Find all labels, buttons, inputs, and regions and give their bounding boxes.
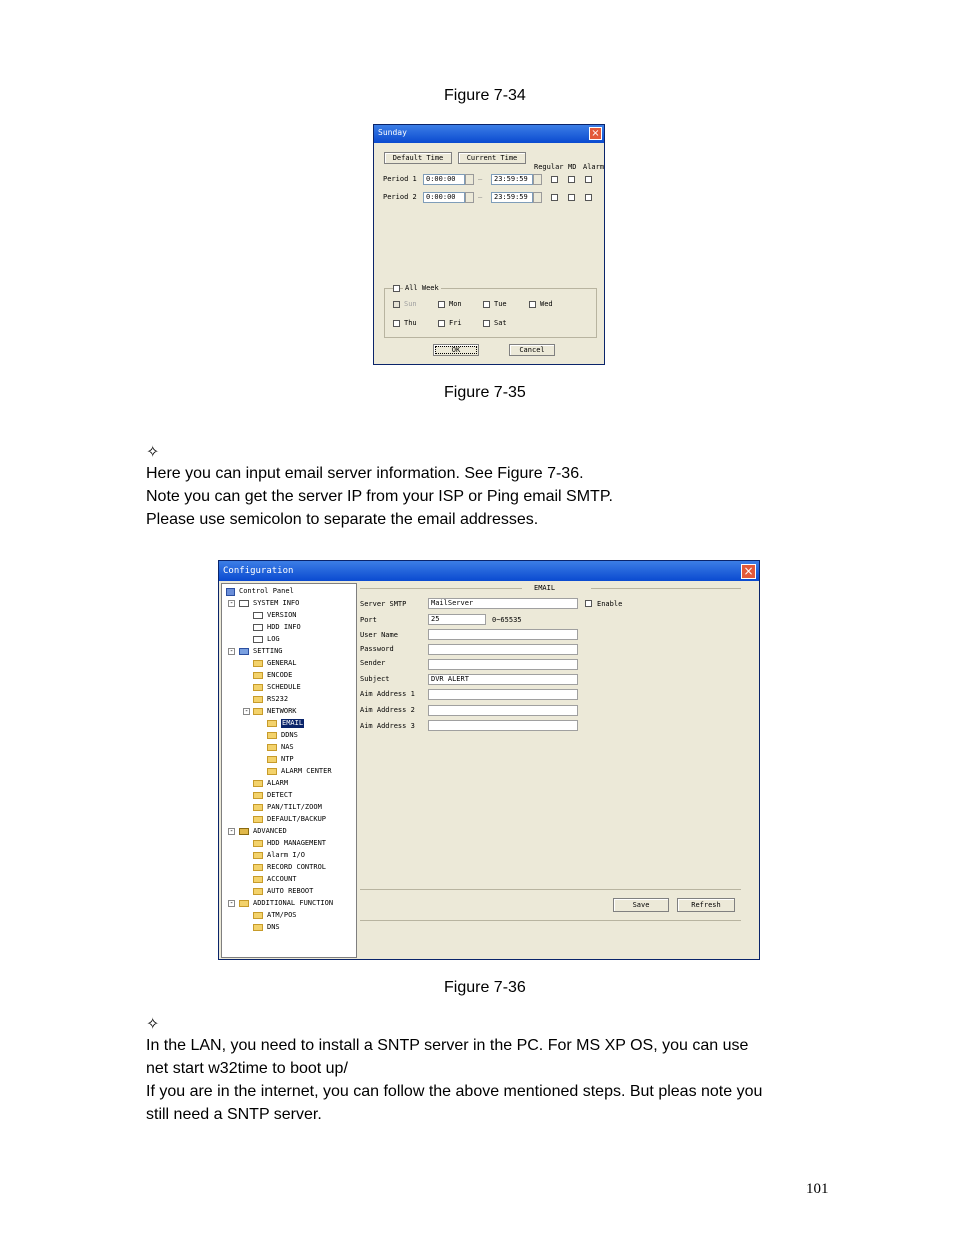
aim-address-3-label: Aim Address 3 — [360, 722, 415, 730]
sntp-info-line-2: net start w32time to boot up/ — [146, 1060, 348, 1077]
day-tue-label: Tue — [494, 300, 507, 308]
panel-divider-bottom — [360, 920, 741, 921]
port-range: 0~65535 — [492, 616, 522, 624]
period1-alarm-checkbox[interactable] — [585, 176, 592, 183]
day-mon-checkbox[interactable] — [438, 301, 445, 308]
period2-label: Period 2 — [383, 193, 417, 201]
subject-label: Subject — [360, 675, 390, 683]
day-mon-label: Mon — [449, 300, 462, 308]
figure-7-36-caption: Figure 7-36 — [444, 979, 526, 996]
folder-icon — [239, 900, 249, 907]
server-smtp-label: Server SMTP — [360, 600, 407, 608]
bullet-icon: ✧ — [146, 444, 160, 461]
figure-7-35-caption: Figure 7-35 — [444, 384, 526, 401]
document-icon — [253, 636, 263, 643]
save-button[interactable]: Save — [613, 898, 669, 912]
password-input[interactable] — [428, 644, 578, 655]
folder-icon — [267, 744, 277, 751]
enable-checkbox[interactable] — [585, 600, 592, 607]
tree-additional-function[interactable]: ADDITIONAL FUNCTION — [253, 899, 334, 907]
monitor-icon — [226, 588, 235, 596]
sntp-info-line-3: If you are in the internet, you can follow the above mentioned steps. But pleas note you — [146, 1083, 763, 1100]
aim-address-3-input[interactable] — [428, 720, 578, 731]
close-icon[interactable]: × — [589, 127, 602, 140]
period1-label: Period 1 — [383, 175, 417, 183]
config-title-bar — [219, 561, 759, 581]
refresh-button[interactable]: Refresh — [677, 898, 735, 912]
folder-icon — [267, 732, 277, 739]
document-icon — [239, 600, 249, 607]
folder-icon — [267, 768, 277, 775]
period2-end-input[interactable]: 23:59:59 — [491, 192, 533, 203]
sunday-dialog — [373, 124, 605, 365]
folder-icon — [253, 792, 263, 799]
col-md-label: MD — [568, 163, 577, 171]
period2-alarm-checkbox[interactable] — [585, 194, 592, 201]
day-sun-checkbox — [393, 301, 400, 308]
day-thu-label: Thu — [404, 319, 417, 327]
period1-start-input[interactable]: 0:00:00 — [423, 174, 465, 185]
subject-input[interactable]: DVR ALERT — [428, 674, 578, 685]
day-sun-label: Sun — [404, 300, 417, 308]
expand-icon[interactable]: - — [228, 600, 235, 607]
figure-7-34-caption: Figure 7-34 — [444, 87, 526, 104]
day-fri-checkbox[interactable] — [438, 320, 445, 327]
period1-start-spinner[interactable] — [465, 174, 474, 185]
config-title: Configuration — [223, 566, 294, 576]
tree-alarm[interactable]: ALARM — [267, 779, 289, 787]
tree-record-control[interactable]: RECORD CONTROL — [267, 863, 327, 871]
day-thu-checkbox[interactable] — [393, 320, 400, 327]
tree-hdd-info[interactable]: HDD INFO — [267, 623, 301, 631]
tree-email[interactable]: EMAIL — [282, 719, 304, 727]
tree-ddns[interactable]: DDNS — [281, 731, 298, 739]
sender-label: Sender — [360, 659, 386, 667]
user-name-input[interactable] — [428, 629, 578, 640]
control-panel-tree — [221, 583, 357, 958]
sntp-info-line-4: still need a SNTP server. — [146, 1106, 322, 1123]
folder-icon — [253, 924, 263, 931]
email-info-line-3: Please use semicolon to separate the email addresses. — [146, 511, 539, 528]
folder-icon — [253, 672, 263, 679]
tree-setting[interactable]: SETTING — [253, 647, 283, 655]
current-time-button[interactable]: Current Time — [458, 152, 526, 164]
all-week-checkbox[interactable] — [393, 285, 400, 292]
col-alarm-label: Alarm — [583, 163, 605, 171]
period2-dash: — — [478, 193, 483, 201]
page-number: 101 — [806, 1181, 829, 1197]
expand-icon[interactable]: - — [243, 708, 250, 715]
period1-regular-checkbox[interactable] — [551, 176, 558, 183]
period2-start-input[interactable]: 0:00:00 — [423, 192, 465, 203]
aim-address-1-label: Aim Address 1 — [360, 690, 415, 698]
tree-detect[interactable]: DETECT — [267, 791, 293, 799]
tree-encode[interactable]: ENCODE — [267, 671, 293, 679]
tree-control-panel[interactable]: Control Panel — [239, 587, 294, 595]
default-time-button[interactable]: Default Time — [384, 152, 452, 164]
tree-account[interactable]: ACCOUNT — [267, 875, 297, 883]
tree-general[interactable]: GENERAL — [267, 659, 297, 667]
sntp-info-line-1: In the LAN, you need to install a SNTP server in the PC. For MS XP OS, you can use — [146, 1037, 749, 1054]
cancel-button[interactable]: Cancel — [509, 344, 555, 356]
folder-icon — [253, 876, 263, 883]
folder-icon — [253, 708, 263, 715]
tools-icon — [239, 828, 249, 835]
tree-advanced[interactable]: ADVANCED — [253, 827, 287, 835]
aim-address-1-input[interactable] — [428, 689, 578, 700]
tree-network[interactable]: NETWORK — [267, 707, 297, 715]
expand-icon[interactable]: - — [228, 828, 235, 835]
tree-ptz[interactable]: PAN/TILT/ZOOM — [267, 803, 322, 811]
tree-auto-reboot[interactable]: AUTO REBOOT — [267, 887, 314, 895]
sunday-title: Sunday — [378, 128, 407, 137]
expand-icon[interactable]: - — [228, 900, 235, 907]
period2-start-spinner[interactable] — [465, 192, 474, 203]
day-sat-checkbox[interactable] — [483, 320, 490, 327]
folder-icon — [253, 780, 263, 787]
col-regular-label: Regular — [534, 163, 564, 171]
password-label: Password — [360, 645, 394, 653]
day-fri-label: Fri — [449, 319, 462, 327]
tree-alarm-center[interactable]: ALARM CENTER — [281, 767, 332, 775]
period1-end-input[interactable]: 23:59:59 — [491, 174, 533, 185]
folder-icon — [253, 852, 263, 859]
folder-icon — [253, 864, 263, 871]
panel-divider-top — [360, 889, 741, 890]
aim-address-2-input[interactable] — [428, 705, 578, 716]
tree-schedule[interactable]: SCHEDULE — [267, 683, 301, 691]
user-name-label: User Name — [360, 631, 398, 639]
tree-dns[interactable]: DNS — [267, 923, 280, 931]
email-panel-title: EMAIL — [534, 584, 556, 592]
port-label: Port — [360, 616, 377, 624]
folder-icon — [253, 816, 263, 823]
tree-rs232[interactable]: RS232 — [267, 695, 289, 703]
tree-system-info[interactable]: SYSTEM INFO — [253, 599, 300, 607]
day-wed-checkbox[interactable] — [529, 301, 536, 308]
settings-icon — [239, 648, 249, 655]
period1-end-spinner[interactable] — [533, 174, 542, 185]
tree-alarm-io[interactable]: Alarm I/O — [267, 851, 305, 859]
configuration-window — [218, 560, 760, 960]
panel-title-rule-right — [591, 588, 741, 589]
document-icon — [253, 612, 263, 619]
email-info-line-2: Note you can get the server IP from your ISP or Ping email SMTP. — [146, 488, 613, 505]
day-wed-label: Wed — [540, 300, 553, 308]
expand-icon[interactable]: - — [228, 648, 235, 655]
folder-icon — [267, 720, 277, 727]
tree-log[interactable]: LOG — [267, 635, 280, 643]
ok-button[interactable]: OK — [433, 344, 479, 356]
day-tue-checkbox[interactable] — [483, 301, 490, 308]
port-input[interactable]: 25 — [428, 614, 486, 625]
folder-icon — [267, 756, 277, 763]
email-info-line-1: Here you can input email server information. See Figure 7-36. — [146, 465, 584, 482]
period2-md-checkbox[interactable] — [568, 194, 575, 201]
server-smtp-input[interactable]: MailServer — [428, 598, 578, 609]
panel-title-rule-left — [360, 588, 522, 589]
day-sat-label: Sat — [494, 319, 507, 327]
folder-icon — [253, 912, 263, 919]
enable-label: Enable — [597, 600, 623, 608]
period1-dash: — — [478, 175, 483, 183]
period2-regular-checkbox[interactable] — [551, 194, 558, 201]
sender-input[interactable] — [428, 659, 578, 670]
close-icon[interactable]: × — [741, 564, 756, 579]
sunday-title-bar — [374, 125, 604, 143]
tree-hdd-management[interactable]: HDD MANAGEMENT — [267, 839, 327, 847]
tree-default-backup[interactable]: DEFAULT/BACKUP — [267, 815, 327, 823]
tree-ntp[interactable]: NTP — [281, 755, 294, 763]
folder-icon — [253, 804, 263, 811]
period1-md-checkbox[interactable] — [568, 176, 575, 183]
folder-icon — [253, 660, 263, 667]
tree-atm-pos[interactable]: ATM/POS — [267, 911, 297, 919]
bullet-icon: ✧ — [146, 1016, 160, 1033]
folder-icon — [253, 684, 263, 691]
tree-nas[interactable]: NAS — [281, 743, 294, 751]
all-week-label: All Week — [405, 284, 439, 292]
all-week-group — [384, 288, 597, 338]
aim-address-2-label: Aim Address 2 — [360, 706, 415, 714]
folder-icon — [253, 696, 263, 703]
folder-icon — [253, 840, 263, 847]
document-icon — [253, 624, 263, 631]
tree-version[interactable]: VERSION — [267, 611, 297, 619]
period2-end-spinner[interactable] — [533, 192, 542, 203]
folder-icon — [253, 888, 263, 895]
